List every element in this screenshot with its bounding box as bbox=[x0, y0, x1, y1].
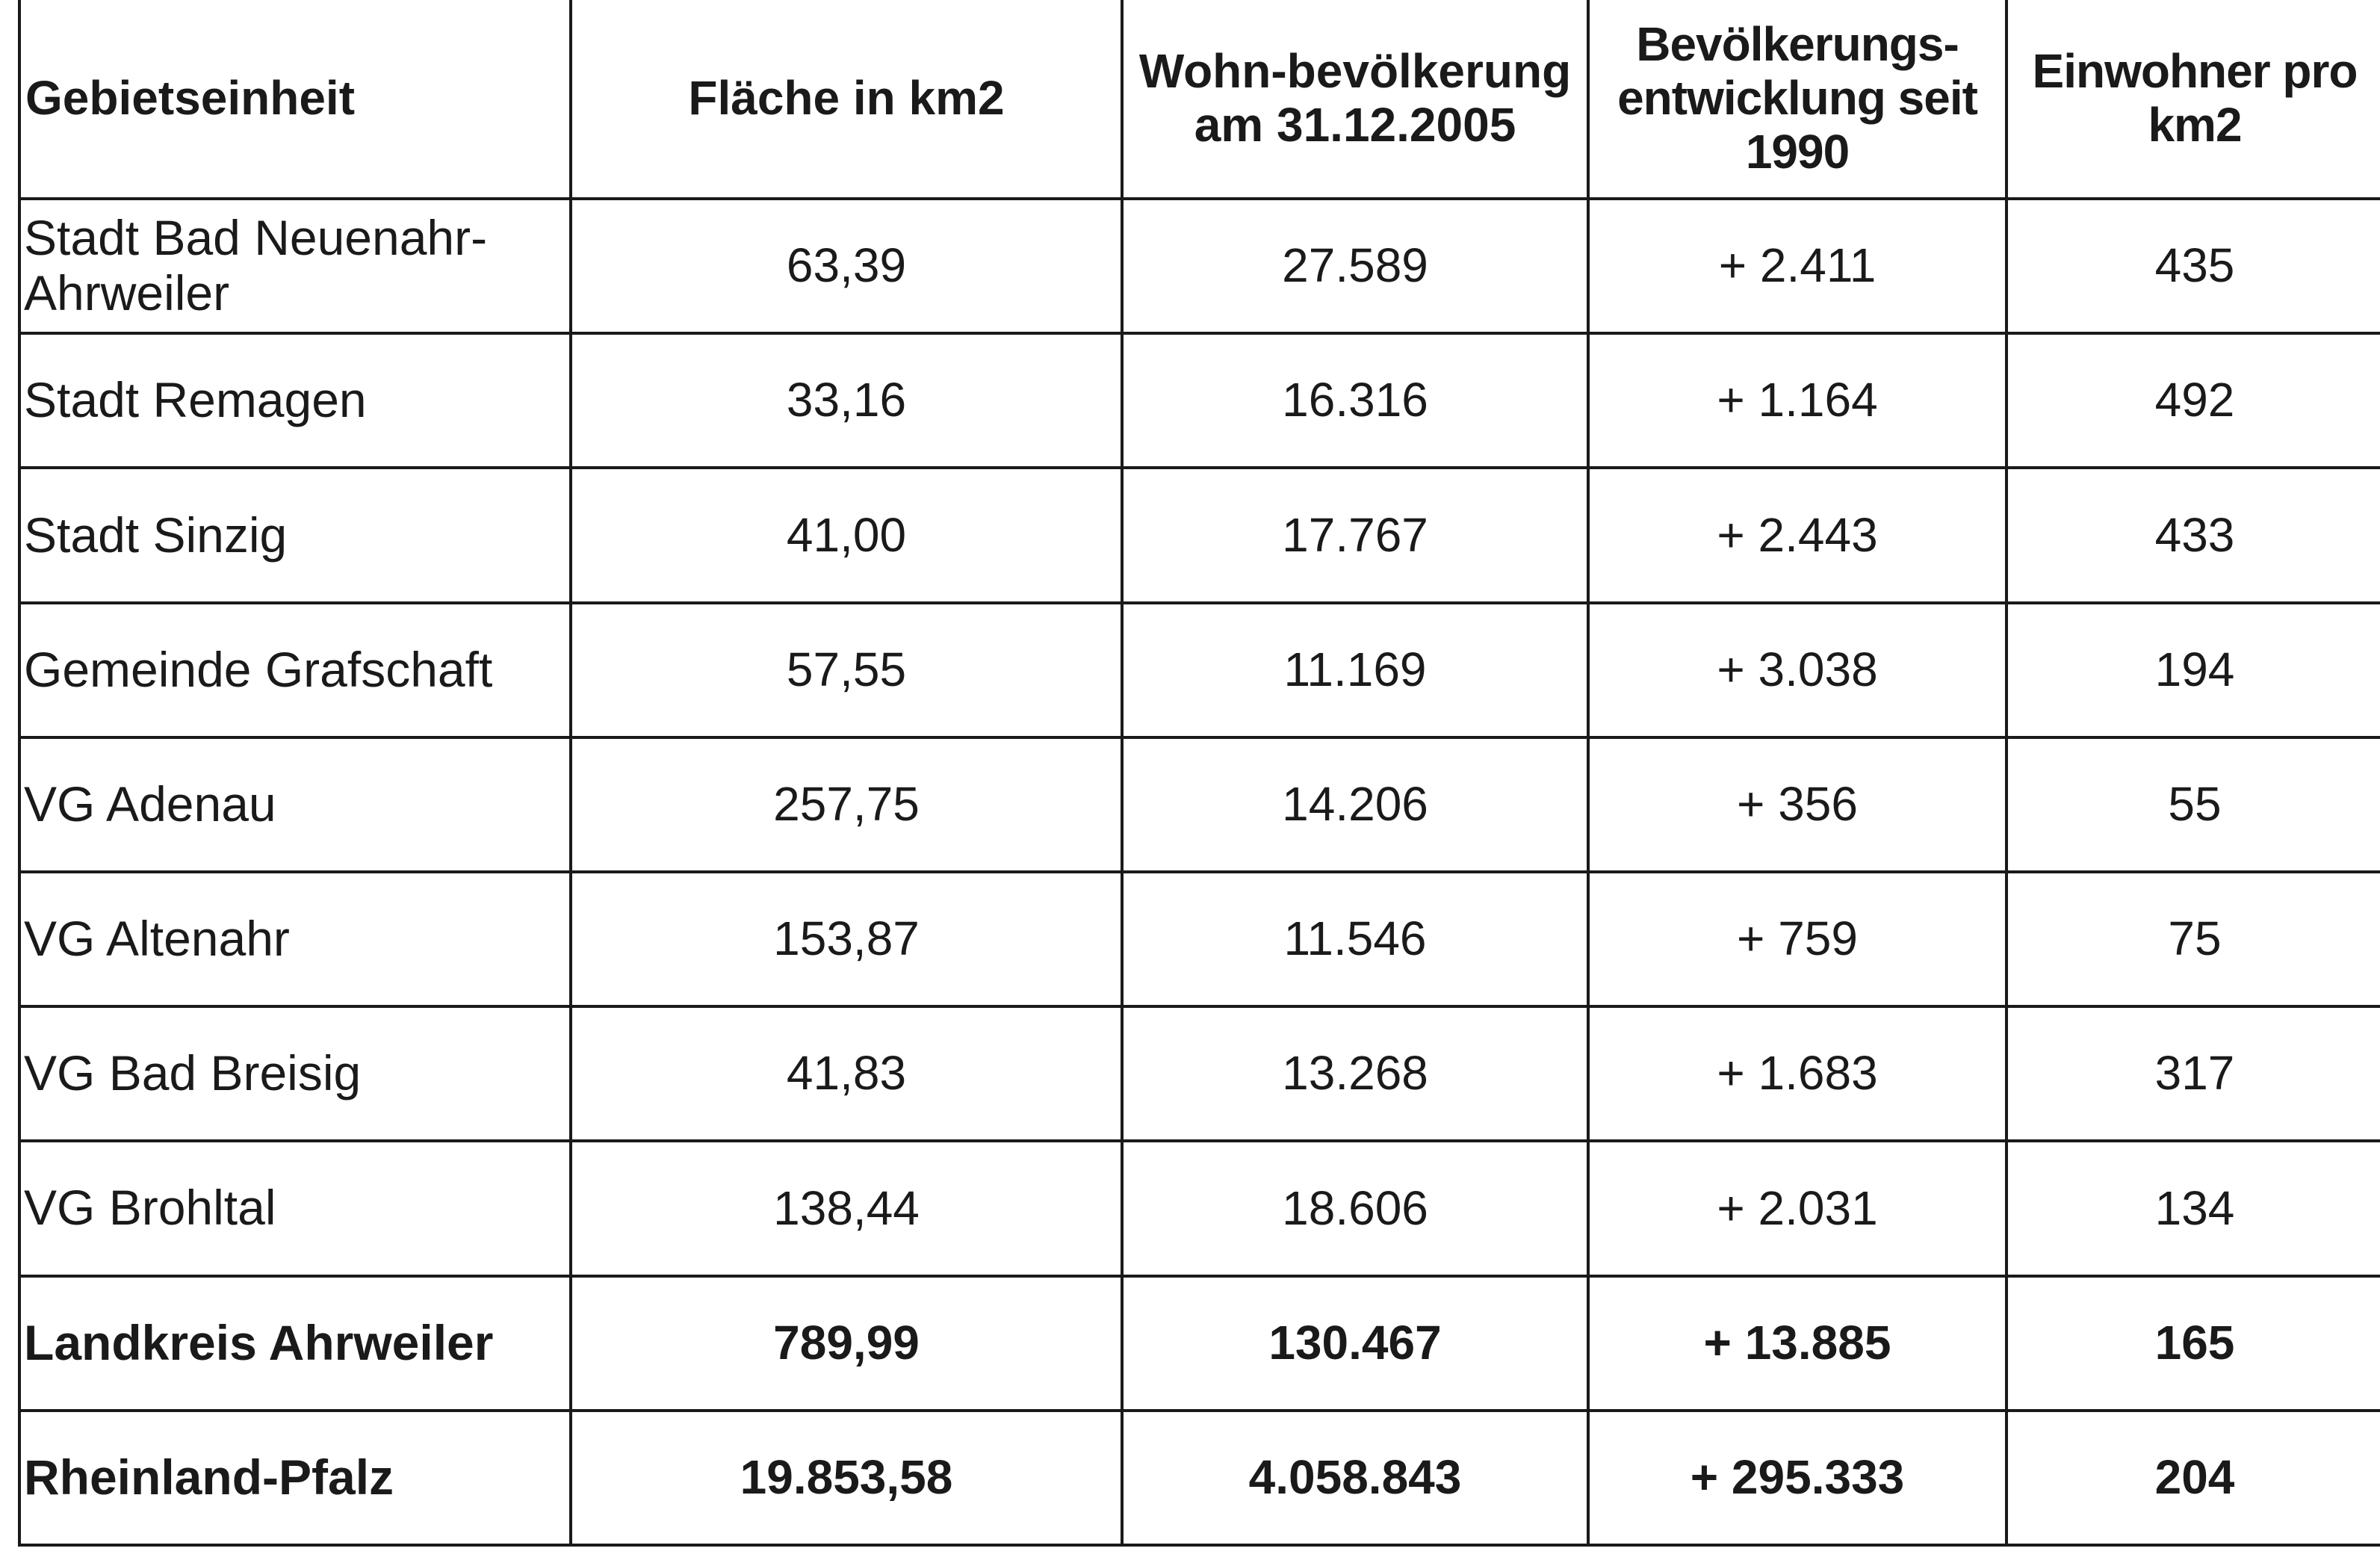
table-row-total-landkreis bbox=[19, 1276, 2380, 1411]
header-wohnbevoelkerung: Wohn-bevölkerung am 31.12.2005 bbox=[1122, 0, 1588, 199]
table-row-total-land bbox=[19, 1411, 2380, 1545]
cell-wohnbevoelkerung: 4.058.843 bbox=[1122, 1411, 1588, 1545]
table-row bbox=[19, 1006, 2380, 1141]
cell-entwicklung: + 356 bbox=[1588, 737, 2006, 872]
population-table bbox=[18, 0, 2380, 1547]
table-row bbox=[19, 468, 2380, 602]
cell-dichte: 317 bbox=[2006, 1006, 2380, 1141]
header-gebietseinheit: Gebietseinheit bbox=[19, 0, 571, 199]
cell-flaeche: 57,55 bbox=[571, 603, 1122, 737]
cell-entwicklung: + 2.443 bbox=[1588, 468, 2006, 602]
cell-name: Stadt Remagen bbox=[19, 333, 571, 468]
cell-entwicklung: + 1.164 bbox=[1588, 333, 2006, 468]
table-row bbox=[19, 603, 2380, 737]
cell-name: VG Brohltal bbox=[19, 1141, 571, 1275]
header-einwohner-pro-km2: Einwohner pro km2 bbox=[2006, 0, 2380, 199]
table-row bbox=[19, 1141, 2380, 1275]
table-header-row bbox=[19, 0, 2380, 199]
cell-wohnbevoelkerung: 11.169 bbox=[1122, 603, 1588, 737]
cell-wohnbevoelkerung: 130.467 bbox=[1122, 1276, 1588, 1411]
cell-wohnbevoelkerung: 17.767 bbox=[1122, 468, 1588, 602]
cell-dichte: 194 bbox=[2006, 603, 2380, 737]
table-row bbox=[19, 737, 2380, 872]
header-flaeche: Fläche in km2 bbox=[571, 0, 1122, 199]
cell-flaeche: 789,99 bbox=[571, 1276, 1122, 1411]
cell-name: Gemeinde Grafschaft bbox=[19, 603, 571, 737]
cell-dichte: 75 bbox=[2006, 872, 2380, 1006]
cell-flaeche: 63,39 bbox=[571, 199, 1122, 333]
cell-flaeche: 19.853,58 bbox=[571, 1411, 1122, 1545]
table-row bbox=[19, 872, 2380, 1006]
cell-dichte: 435 bbox=[2006, 199, 2380, 333]
cell-name: Stadt Bad Neuenahr-Ahrweiler bbox=[19, 199, 571, 333]
cell-name: Stadt Sinzig bbox=[19, 468, 571, 602]
cell-flaeche: 153,87 bbox=[571, 872, 1122, 1006]
cell-entwicklung: + 759 bbox=[1588, 872, 2006, 1006]
cell-wohnbevoelkerung: 13.268 bbox=[1122, 1006, 1588, 1141]
cell-flaeche: 138,44 bbox=[571, 1141, 1122, 1275]
cell-wohnbevoelkerung: 11.546 bbox=[1122, 872, 1588, 1006]
cell-entwicklung: + 295.333 bbox=[1588, 1411, 2006, 1545]
cell-wohnbevoelkerung: 16.316 bbox=[1122, 333, 1588, 468]
cell-entwicklung: + 13.885 bbox=[1588, 1276, 2006, 1411]
table-row bbox=[19, 199, 2380, 333]
cell-entwicklung: + 1.683 bbox=[1588, 1006, 2006, 1141]
cell-dichte: 433 bbox=[2006, 468, 2380, 602]
cell-flaeche: 41,00 bbox=[571, 468, 1122, 602]
header-bevoelkerungsentwicklung: Bevölkerungs-entwicklung seit 1990 bbox=[1588, 0, 2006, 199]
cell-dichte: 55 bbox=[2006, 737, 2380, 872]
cell-entwicklung: + 3.038 bbox=[1588, 603, 2006, 737]
cell-flaeche: 33,16 bbox=[571, 333, 1122, 468]
cell-dichte: 165 bbox=[2006, 1276, 2380, 1411]
cell-entwicklung: + 2.411 bbox=[1588, 199, 2006, 333]
cell-name: VG Bad Breisig bbox=[19, 1006, 571, 1141]
population-table-wrapper bbox=[18, 0, 2380, 1547]
cell-name: Rheinland-Pfalz bbox=[19, 1411, 571, 1545]
cell-dichte: 492 bbox=[2006, 333, 2380, 468]
cell-entwicklung: + 2.031 bbox=[1588, 1141, 2006, 1275]
cell-flaeche: 41,83 bbox=[571, 1006, 1122, 1141]
cell-dichte: 204 bbox=[2006, 1411, 2380, 1545]
cell-flaeche: 257,75 bbox=[571, 737, 1122, 872]
table-row bbox=[19, 333, 2380, 468]
cell-dichte: 134 bbox=[2006, 1141, 2380, 1275]
cell-name: Landkreis Ahrweiler bbox=[19, 1276, 571, 1411]
cell-wohnbevoelkerung: 18.606 bbox=[1122, 1141, 1588, 1275]
cell-name: VG Adenau bbox=[19, 737, 571, 872]
cell-wohnbevoelkerung: 27.589 bbox=[1122, 199, 1588, 333]
cell-wohnbevoelkerung: 14.206 bbox=[1122, 737, 1588, 872]
cell-name: VG Altenahr bbox=[19, 872, 571, 1006]
